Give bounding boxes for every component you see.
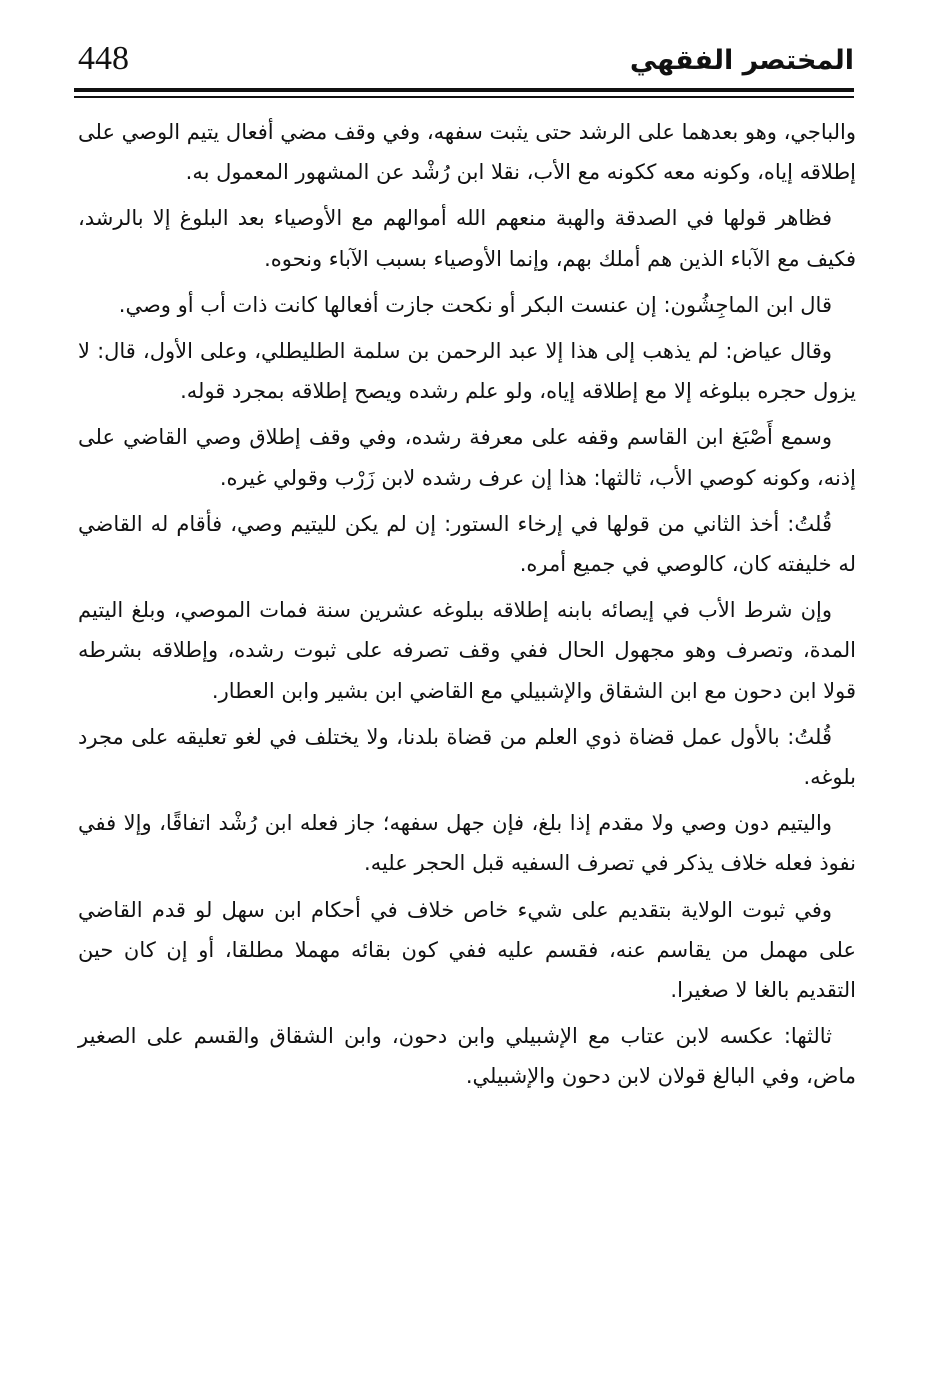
paragraph: واليتيم دون وصي ولا مقدم إذا بلغ، فإن جهل سفهه؛ جاز فعله ابن رُشْد اتفاقًا، وإلا ففي نفوذ فعله خلاف يذكر في تصرف السفيه قبل الحجر عليه. — [78, 811, 856, 876]
header-rule-secondary — [74, 96, 854, 98]
paragraph: قُلتُ: أخذ الثاني من قولها في إرخاء الستور: إن لم يكن لليتيم وصي، فأقام له القاضي له خليفته كان، كالوصي في جميع أمره. — [78, 511, 856, 577]
paragraph: وفي ثبوت الولاية بتقديم على شيء خاص خلاف في أحكام ابن سهل لو قدم القاضي على مهمل من يقاسم عنه، فقسم عليه ففي كون بقائه مهملا مطلقا، أو إن كان حين التقديم بالغا لا صغيرا. — [78, 897, 856, 1003]
page-number: 448 — [78, 40, 129, 77]
paragraph: والباجي، وهو بعدهما على الرشد حتى يثبت سفهه، وفي وقف مضي أفعال يتيم الوصي على إطلاقه إياه، وكونه معه ككونه مع الأب، نقلا ابن رُشْد عن المشهور المعمول به. — [78, 120, 856, 185]
paragraph: قال ابن الماجِشُون: إن عنست البكر أو نكحت جازت أفعالها كانت ذات أب أو وصي. — [118, 292, 832, 317]
body-text — [78, 112, 856, 1103]
paragraph: قُلتُ: بالأول عمل قضاة ذوي العلم من قضاة بلدنا، ولا يختلف في لغو تعليقه على مجرد بلوغه. — [78, 724, 856, 790]
page-header — [74, 38, 854, 88]
header-rule — [74, 88, 854, 92]
paragraph: وسمع أَصْبَغ ابن القاسم وقفه على معرفة رشده، وفي وقف إطلاق وصي القاضي على إذنه، وكونه كوصي الأب، ثالثها: هذا إن عرف رشده لابن زَرْب وقولي غيره. — [78, 425, 856, 490]
paragraph: فظاهر قولها في الصدقة والهبة منعهم الله أموالهم مع الأوصياء بعد البلوغ إلا بالرشد، فكيف مع الآباء الذين هم أملك بهم، وإنما الأوصياء بسبب الآباء ونحوه. — [78, 206, 856, 271]
paragraph: ثالثها: عكسه لابن عتاب مع الإشبيلي وابن دحون، وابن الشقاق والقسم على الصغير ماض، وفي البالغ قولان لابن دحون والإشبيلي. — [78, 1024, 856, 1089]
paragraph: وقال عياض: لم يذهب إلى هذا إلا عبد الرحمن بن سلمة الطليطلي، وعلى الأول، قال: لا يزول حجره ببلوغه إلا مع إطلاقه إياه، ولو علم رشده ويصح إطلاقه بمجرد قوله. — [78, 339, 856, 404]
running-title: المختصر الفقهي — [629, 45, 854, 76]
paragraph: وإن شرط الأب في إيصائه بابنه إطلاقه ببلوغه عشرين سنة فمات الموصي، وبلغ اليتيم المدة، وتصرف وهو مجهول الحال ففي وقف تصرفه على ثبوت رشده، وإطلاقه بشرطه قولا ابن دحون مع ابن الشقاق والإشبيلي مع القاضي ابن بشير وابن العطار. — [78, 598, 856, 703]
